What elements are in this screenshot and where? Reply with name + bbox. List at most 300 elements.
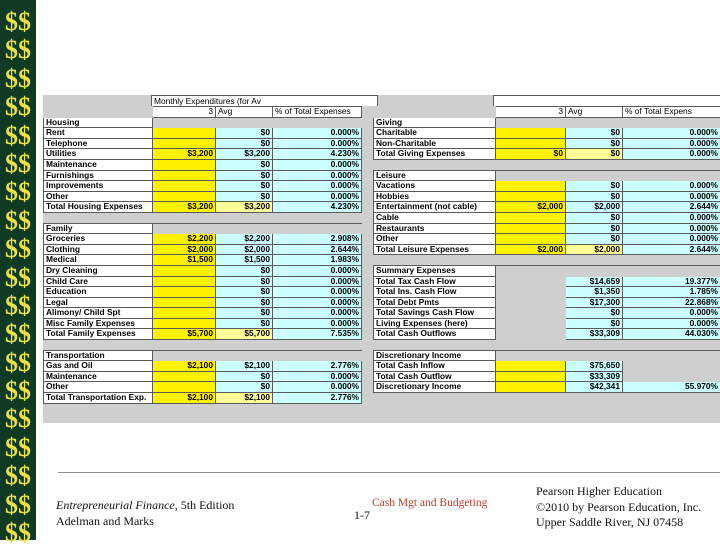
row-label: Total Tax Cash Flow (374, 276, 496, 287)
avg-value: $0 (216, 287, 273, 298)
row-label: Hobbies (374, 191, 496, 202)
table-row (44, 318, 362, 329)
pct-value (623, 255, 720, 266)
months-value (496, 223, 566, 234)
avg-value (566, 117, 623, 128)
pct-value: 0.000% (623, 234, 720, 245)
avg-value: $5,700 (216, 329, 273, 340)
book-edition: 5th Edition (178, 498, 235, 512)
table-row (44, 138, 362, 149)
months-value: $3,200 (153, 149, 216, 160)
avg-value: $0 (216, 191, 273, 202)
pct-value: 0.000% (623, 138, 720, 149)
row-label: Telephone (44, 138, 153, 149)
pct-value: 44.030% (623, 329, 720, 340)
avg-value (216, 350, 273, 361)
spacer-row (374, 159, 720, 170)
months-value (153, 287, 216, 298)
section-row (374, 350, 720, 361)
months-value: $1,500 (153, 255, 216, 266)
table-row (374, 329, 720, 340)
table-row (374, 371, 720, 382)
total-row (374, 149, 720, 160)
avg-value (566, 159, 623, 170)
row-label: Total Giving Expenses (374, 149, 496, 160)
months-value (496, 382, 566, 393)
months-value: $2,100 (153, 361, 216, 372)
months-value: $0 (496, 149, 566, 160)
topic-title: Cash Mgt and Budgeting (372, 497, 487, 509)
table-row (374, 128, 720, 139)
row-label: Vacations (374, 181, 496, 192)
table-row (44, 382, 362, 393)
row-label: Improvements (44, 181, 153, 192)
table-row (44, 181, 362, 192)
publisher-address: Upper Saddle River, NJ 07458 (536, 515, 701, 531)
pct-value: 1.785% (623, 287, 720, 298)
pct-value: 2.644% (623, 244, 720, 255)
pct-value: 55.970% (623, 382, 720, 393)
months-value (496, 265, 566, 276)
months-value (153, 371, 216, 382)
pct-value: 0.000% (273, 287, 362, 298)
months-value (496, 371, 566, 382)
months-value: $2,000 (153, 244, 216, 255)
months-value (153, 297, 216, 308)
avg-value: $3,200 (216, 149, 273, 160)
months-value (496, 181, 566, 192)
months-value (496, 340, 566, 351)
avg-value: $0 (566, 234, 623, 245)
avg-value: $33,309 (566, 371, 623, 382)
avg-value: $0 (216, 308, 273, 319)
section-row (374, 170, 720, 181)
book-title: Entrepreneurial Finance, (56, 498, 178, 512)
total-row (44, 329, 362, 340)
avg-value: $0 (566, 181, 623, 192)
months-value (153, 159, 216, 170)
avg-value: $2,000 (566, 202, 623, 213)
months-value (153, 128, 216, 139)
row-label: Child Care (44, 276, 153, 287)
months-value (153, 350, 216, 361)
avg-value: $0 (566, 308, 623, 319)
row-label: Living Expenses (here) (374, 318, 496, 329)
row-label: Rent (44, 128, 153, 139)
footer-divider (58, 472, 720, 473)
pct-value: 0.000% (273, 181, 362, 192)
pct-value: 0.000% (623, 223, 720, 234)
avg-value: $0 (216, 265, 273, 276)
pct-value: 0.000% (273, 265, 362, 276)
pct-value: 2.776% (273, 393, 362, 404)
avg-value: $0 (216, 128, 273, 139)
dollar-sign-glyph: $$ (0, 8, 36, 36)
total-row (44, 202, 362, 213)
dollar-sign-glyph: $$ (0, 462, 36, 490)
months-value (496, 191, 566, 202)
page-number: 1-7 (354, 508, 370, 523)
dollar-sign-glyph: $$ (0, 264, 36, 292)
row-label: Utilities (44, 149, 153, 160)
avg-value: $0 (566, 128, 623, 139)
row-label (374, 340, 496, 351)
months-value (153, 340, 216, 351)
table-row (44, 361, 362, 372)
right-title-cell (493, 95, 720, 106)
pct-value: 0.000% (273, 159, 362, 170)
table-row (374, 234, 720, 245)
avg-value: $0 (216, 138, 273, 149)
pct-value (623, 265, 720, 276)
pct-value: 22.868% (623, 297, 720, 308)
dollar-sign-glyph: $$ (0, 207, 36, 235)
table-row (374, 382, 720, 393)
table-row (374, 297, 720, 308)
avg-value: $0 (216, 318, 273, 329)
table-row (374, 202, 720, 213)
dollar-sign-glyph: $$ (0, 235, 36, 263)
row-label: Dry Cleaning (44, 265, 153, 276)
row-label: Groceries (44, 234, 153, 245)
expenditures-title: Monthly Expenditures (for Av (151, 95, 378, 106)
months-value (496, 329, 566, 340)
avg-value: $0 (566, 149, 623, 160)
table-row (44, 159, 362, 170)
avg-value: $75,650 (566, 361, 623, 372)
dollar-sign-glyph: $$ (0, 292, 36, 320)
table-row (374, 308, 720, 319)
row-label: Total Cash Outflow (374, 371, 496, 382)
avg-value: $2,000 (216, 244, 273, 255)
avg-value: $1,350 (566, 287, 623, 298)
avg-value: $0 (216, 371, 273, 382)
column-header-row (374, 107, 720, 118)
months-value (496, 212, 566, 223)
months-value (496, 308, 566, 319)
months-value: $2,000 (496, 202, 566, 213)
pct-value: 2.644% (273, 244, 362, 255)
months-value (496, 117, 566, 128)
pct-value (623, 361, 720, 372)
months-value (153, 191, 216, 202)
pct-value: 0.000% (623, 149, 720, 160)
months-value (496, 318, 566, 329)
corner-cell (44, 107, 153, 118)
pct-value: 2.644% (623, 202, 720, 213)
row-label: Housing (44, 117, 153, 128)
avg-header: Avg (566, 107, 623, 118)
row-label: Education (44, 287, 153, 298)
spacer-row (44, 340, 362, 351)
dollar-sign-glyph: $$ (0, 93, 36, 121)
months-value (496, 297, 566, 308)
pct-value: 0.000% (623, 308, 720, 319)
months-value (153, 318, 216, 329)
copyright-line: ©2010 by Pearson Education, Inc. (536, 500, 701, 516)
table-row (374, 287, 720, 298)
pct-value: 0.000% (273, 371, 362, 382)
section-row (374, 117, 720, 128)
pct-value (623, 350, 720, 361)
row-label: Clothing (44, 244, 153, 255)
pct-value: 7.535% (273, 329, 362, 340)
months-value (153, 181, 216, 192)
pct-value: 2.776% (273, 361, 362, 372)
avg-value: $0 (566, 191, 623, 202)
table-row (44, 149, 362, 160)
book-citation (56, 497, 234, 529)
dollar-sign-glyph: $$ (0, 65, 36, 93)
table-row (44, 297, 362, 308)
months-value (496, 170, 566, 181)
pct-value: 0.000% (623, 181, 720, 192)
avg-value: $0 (566, 212, 623, 223)
avg-value: $0 (216, 181, 273, 192)
pct-value: 0.000% (273, 128, 362, 139)
publisher-block (536, 484, 701, 531)
dollar-sign-glyph: $$ (0, 122, 36, 150)
pct-value: 0.000% (273, 382, 362, 393)
months-value (153, 382, 216, 393)
avg-value: $14,659 (566, 276, 623, 287)
avg-value: $3,200 (216, 202, 273, 213)
months-value (496, 255, 566, 266)
pct-value: 0.000% (623, 128, 720, 139)
row-label: Other (44, 191, 153, 202)
months-value (153, 138, 216, 149)
table-row (44, 371, 362, 382)
dollar-sign-glyph: $$ (0, 178, 36, 206)
row-label: Giving (374, 117, 496, 128)
months-value (496, 159, 566, 170)
months-value: $2,000 (496, 244, 566, 255)
avg-value: $0 (566, 138, 623, 149)
column-header-row (44, 107, 362, 118)
avg-value (216, 117, 273, 128)
months-value: $2,200 (153, 234, 216, 245)
row-label: Restaurants (374, 223, 496, 234)
months-value: $5,700 (153, 329, 216, 340)
avg-value: $0 (216, 297, 273, 308)
avg-value: $17,300 (566, 297, 623, 308)
table-row (374, 276, 720, 287)
pct-header: % of Total Expenses (273, 107, 362, 118)
total-row (374, 244, 720, 255)
months-value (153, 276, 216, 287)
table-row (44, 276, 362, 287)
months-value (153, 265, 216, 276)
row-label (44, 212, 153, 223)
dollar-sign-glyph: $$ (0, 36, 36, 64)
pct-value (623, 340, 720, 351)
section-row (44, 223, 362, 234)
row-label: Leisure (374, 170, 496, 181)
pct-value: 0.000% (623, 212, 720, 223)
table-row (374, 223, 720, 234)
pct-value (623, 159, 720, 170)
pct-value: 1.983% (273, 255, 362, 266)
row-label: Charitable (374, 128, 496, 139)
section-row (374, 265, 720, 276)
pct-value (623, 170, 720, 181)
avg-value: $0 (216, 159, 273, 170)
row-label: Family (44, 223, 153, 234)
pct-value (623, 371, 720, 382)
avg-value: $0 (566, 318, 623, 329)
avg-value: $2,100 (216, 393, 273, 404)
table-row (44, 255, 362, 266)
months-value (153, 308, 216, 319)
table-row (44, 308, 362, 319)
pct-value: 0.000% (273, 318, 362, 329)
table-row (44, 287, 362, 298)
pct-value (273, 223, 362, 234)
dollar-sign-glyph: $$ (0, 150, 36, 178)
row-label (374, 255, 496, 266)
dollar-sign-glyph: $$ (0, 405, 36, 433)
row-label: Medical (44, 255, 153, 266)
months-value (496, 287, 566, 298)
right-expense-table (373, 106, 720, 393)
months-value (153, 117, 216, 128)
avg-value: $0 (566, 223, 623, 234)
table-row (44, 191, 362, 202)
left-expense-table (43, 106, 362, 404)
avg-value (566, 265, 623, 276)
row-label: Gas and Oil (44, 361, 153, 372)
avg-value: $2,200 (216, 234, 273, 245)
pct-value: 0.000% (623, 191, 720, 202)
avg-value (566, 255, 623, 266)
row-label: Entertainment (not cable) (374, 202, 496, 213)
row-label: Total Debt Pmts (374, 297, 496, 308)
dollar-sign-glyph: $$ (0, 377, 36, 405)
months-header: 3 (153, 107, 216, 118)
row-label: Total Housing Expenses (44, 202, 153, 213)
row-label: Maintenance (44, 371, 153, 382)
months-value: $3,200 (153, 202, 216, 213)
avg-value: $42,341 (566, 382, 623, 393)
avg-value: $33,309 (566, 329, 623, 340)
dollar-sign-glyph: $$ (0, 434, 36, 462)
row-label (44, 340, 153, 351)
pct-value (273, 340, 362, 351)
pct-value: 0.000% (273, 138, 362, 149)
row-label: Misc Family Expenses (44, 318, 153, 329)
pct-value (273, 117, 362, 128)
spacer-row (374, 255, 720, 266)
months-value (153, 223, 216, 234)
pct-value: 0.000% (273, 191, 362, 202)
pct-value (273, 212, 362, 223)
pct-value (623, 117, 720, 128)
avg-header: Avg (216, 107, 273, 118)
months-value (496, 350, 566, 361)
pct-value: 0.000% (273, 308, 362, 319)
row-label: Total Family Expenses (44, 329, 153, 340)
pct-value: 0.000% (273, 297, 362, 308)
avg-value: $0 (216, 382, 273, 393)
row-label: Transportation (44, 350, 153, 361)
months-value (496, 276, 566, 287)
avg-value (566, 170, 623, 181)
months-value (153, 170, 216, 181)
avg-value (216, 212, 273, 223)
row-label: Other (374, 234, 496, 245)
row-label: Cable (374, 212, 496, 223)
avg-value: $2,000 (566, 244, 623, 255)
months-value (496, 138, 566, 149)
pct-value: 2.908% (273, 234, 362, 245)
pct-value: 19.377% (623, 276, 720, 287)
months-value (496, 234, 566, 245)
row-label: Total Transportation Exp. (44, 393, 153, 404)
row-label: Total Leisure Expenses (374, 244, 496, 255)
row-label: Furnishings (44, 170, 153, 181)
table-row (374, 138, 720, 149)
row-label: Discretionary Income (374, 382, 496, 393)
row-label: Total Cash Outflows (374, 329, 496, 340)
table-row (374, 212, 720, 223)
months-header: 3 (496, 107, 566, 118)
avg-value (216, 223, 273, 234)
row-label: Discretionary Income (374, 350, 496, 361)
table-row (374, 191, 720, 202)
row-label: Total Ins. Cash Flow (374, 287, 496, 298)
table-row (44, 244, 362, 255)
table-row (44, 170, 362, 181)
dollar-sign-glyph: $$ (0, 491, 36, 519)
avg-value (566, 350, 623, 361)
table-row (374, 181, 720, 192)
dollar-sign-strip (0, 0, 36, 540)
row-label: Other (44, 382, 153, 393)
spacer-row (374, 340, 720, 351)
months-value: $2,100 (153, 393, 216, 404)
book-authors: Adelman and Marks (56, 513, 234, 529)
row-label: Alimony/ Child Spt (44, 308, 153, 319)
section-row (44, 117, 362, 128)
table-row (44, 265, 362, 276)
row-label: Total Savings Cash Flow (374, 308, 496, 319)
row-label: Maintenance (44, 159, 153, 170)
avg-value: $2,100 (216, 361, 273, 372)
avg-value (566, 340, 623, 351)
spacer-row (44, 212, 362, 223)
dollar-sign-glyph: $$ (0, 349, 36, 377)
row-label: Total Cash Inflow (374, 361, 496, 372)
publisher-name: Pearson Higher Education (536, 484, 701, 500)
pct-value: 0.000% (273, 170, 362, 181)
corner-cell (374, 107, 496, 118)
pct-value: 0.000% (623, 318, 720, 329)
row-label: Non-Charitable (374, 138, 496, 149)
total-row (44, 393, 362, 404)
pct-value: 4.230% (273, 202, 362, 213)
avg-value (216, 340, 273, 351)
avg-value: $1,500 (216, 255, 273, 266)
dollar-sign-glyph: $$ (0, 519, 36, 547)
pct-value: 0.000% (273, 276, 362, 287)
months-value (496, 128, 566, 139)
pct-header: % of Total Expens (623, 107, 720, 118)
dollar-sign-glyph: $$ (0, 320, 36, 348)
pct-value: 4.230% (273, 149, 362, 160)
table-row (44, 234, 362, 245)
row-label (374, 159, 496, 170)
pct-value (273, 350, 362, 361)
